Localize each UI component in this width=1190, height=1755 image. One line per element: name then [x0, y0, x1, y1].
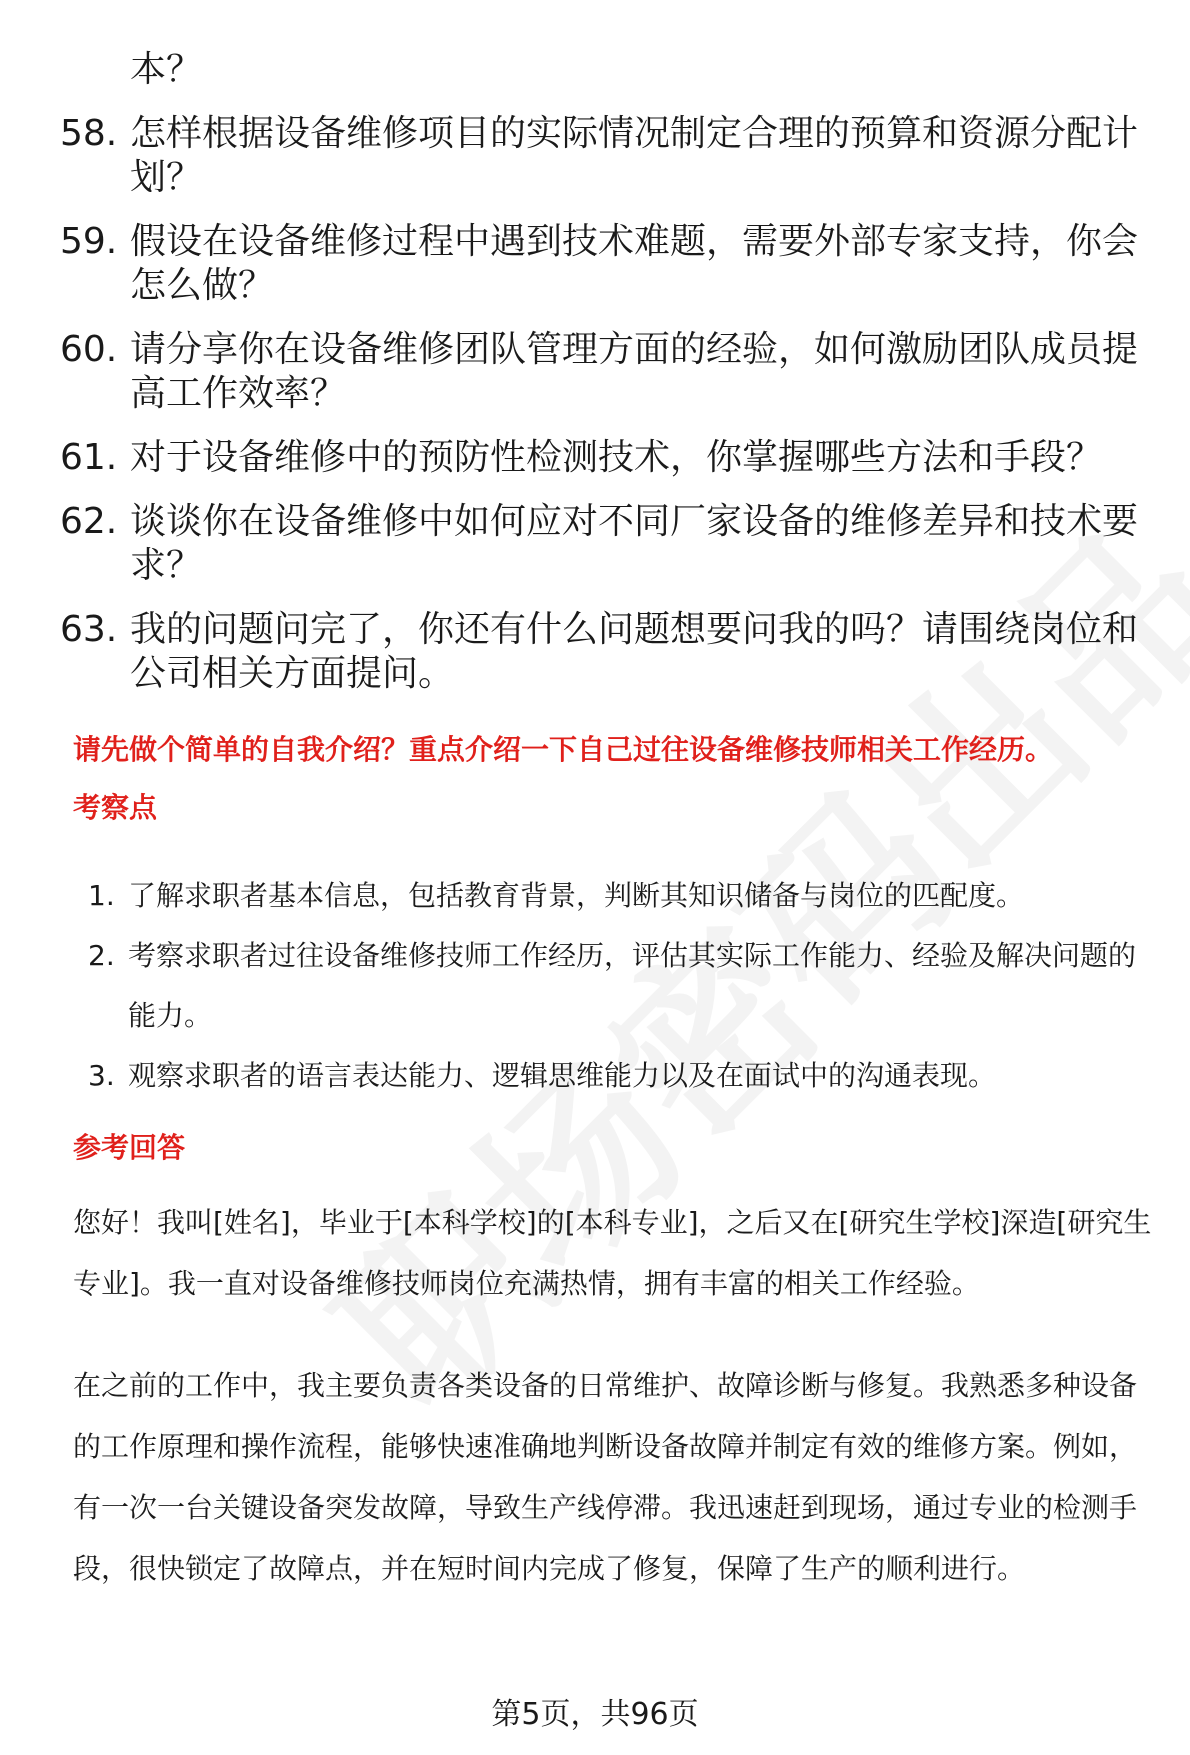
question-number: 62.	[60, 501, 118, 542]
answer-heading: 参考回答	[73, 1131, 186, 1164]
point-item	[88, 1046, 1158, 1106]
point-number: 2.	[88, 939, 115, 972]
question-item	[60, 328, 1160, 416]
question-number: 63.	[60, 609, 118, 650]
question-number: 58.	[60, 113, 118, 154]
question-item	[60, 220, 1160, 308]
question-text: 对于设备维修中的预防性检测技术，你掌握哪些方法和手段？	[130, 437, 1103, 478]
point-text: 考察求职者过往设备维修技师工作经历，评估其实际工作能力、经验及解决问题的能力。	[128, 939, 1137, 1032]
question-continuation: 本？	[130, 49, 203, 90]
question-item	[60, 608, 1160, 696]
point-text: 了解求职者基本信息，包括教育背景，判断其知识储备与岗位的匹配度。	[128, 879, 1025, 912]
point-text: 观察求职者的语言表达能力、逻辑思维能力以及在面试中的沟通表现。	[128, 1059, 997, 1092]
answer-paragraph: 在之前的工作中，我主要负责各类设备的日常维护、故障诊断与修复。我熟悉多种设备的工作原理和操作流程，能够快速准确地判断设备故障并制定有效的维修方案。例如，有一次一台关键设备突发故障，导致生产线停滞。我迅速赶到现场，通过专业的检测手段，很快锁定了故障点，并在短时间内完成了修复，保障了生产的顺利进行。	[73, 1369, 1138, 1585]
question-item	[60, 500, 1160, 588]
point-number: 3.	[88, 1059, 115, 1092]
question-number: 61.	[60, 437, 118, 478]
answer-paragraph: 您好！我叫[姓名]，毕业于[本科学校]的[本科专业]，之后又在[研究生学校]深造[研究生专业]。我一直对设备维修技师岗位充满热情，拥有丰富的相关工作经验。	[73, 1206, 1152, 1300]
question-text: 请分享你在设备维修团队管理方面的经验，如何激励团队成员提高工作效率？	[130, 329, 1139, 414]
points-heading: 考察点	[73, 791, 158, 824]
question-text: 谈谈你在设备维修中如何应对不同厂家设备的维修差异和技术要求？	[130, 501, 1139, 586]
question-text: 假设在设备维修过程中遇到技术难题，需要外部专家支持，你会怎么做？	[130, 221, 1139, 306]
question-number: 60.	[60, 329, 118, 370]
question-item	[60, 436, 1160, 480]
point-item	[88, 866, 1158, 926]
points-list	[88, 866, 1158, 1106]
point-number: 1.	[88, 879, 115, 912]
question-text: 怎样根据设备维修项目的实际情况制定合理的预算和资源分配计划？	[130, 113, 1139, 198]
question-text: 我的问题问完了，你还有什么问题想要问我的吗？请围绕岗位和公司相关方面提问。	[130, 609, 1139, 694]
prompt-heading: 请先做个简单的自我介绍？重点介绍一下自己过往设备维修技师相关工作经历。	[73, 733, 1054, 766]
page-footer: 第5页，共96页	[491, 1697, 699, 1732]
question-list	[60, 48, 1160, 716]
question-number: 59.	[60, 221, 118, 262]
point-item	[88, 926, 1158, 1046]
question-item	[60, 112, 1160, 200]
